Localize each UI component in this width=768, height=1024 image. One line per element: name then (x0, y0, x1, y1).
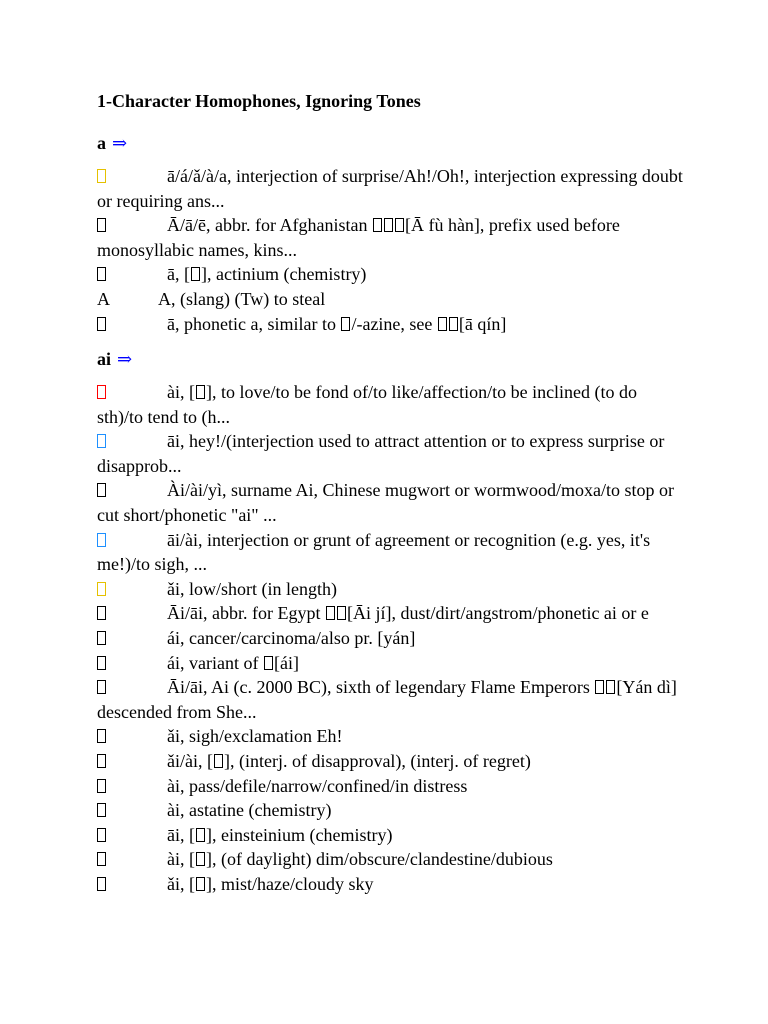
missing-glyph-icon (449, 317, 458, 331)
entry-definition: ài, pass/defile/narrow/confined/in distress (167, 775, 468, 796)
entry-definition: Āi/āi, abbr. for Egypt [Āi jí], dust/dirt/angstrom/phonetic ai or e (167, 603, 649, 624)
missing-glyph-icon (438, 317, 447, 331)
dictionary-entry (97, 577, 687, 602)
right-double-arrow-icon[interactable]: ⇒ (112, 133, 128, 153)
entry-definition: Ài/ài/yì, surname Ai, Chinese mugwort or wormwood/moxa/to stop or cut short/phonetic "ai" ... (97, 480, 674, 525)
dictionary-entry (97, 872, 687, 897)
dictionary-entry (97, 774, 687, 799)
dictionary-entry (97, 380, 687, 429)
missing-glyph-icon (191, 267, 200, 281)
dictionary-entry (97, 262, 687, 287)
missing-glyph-icon (196, 852, 205, 866)
missing-glyph-icon (595, 680, 604, 694)
entry-character-glyph (97, 798, 167, 823)
entry-definition: āi/ài, interjection or grunt of agreement or recognition (e.g. yes, it's me!)/to sigh, ... (97, 529, 651, 575)
missing-glyph-icon (97, 803, 106, 817)
entry-character-glyph (97, 626, 167, 651)
entry-character-glyph (97, 478, 167, 503)
entry-character-glyph (97, 847, 167, 872)
entry-character-glyph (97, 262, 167, 287)
entry-definition: Āi/āi, Ai (c. 2000 BC), sixth of legendary Flame Emperors [Yán dì] descended from She... (97, 677, 677, 722)
section-heading-a (97, 131, 127, 155)
missing-glyph-icon (341, 317, 350, 331)
dictionary-entry (97, 312, 687, 337)
dictionary-entry (97, 429, 687, 478)
entry-character-glyph (97, 429, 167, 454)
missing-glyph-icon (97, 218, 106, 232)
entry-character-glyph (97, 528, 167, 553)
right-double-arrow-icon[interactable]: ⇒ (117, 349, 133, 369)
dictionary-entry (97, 847, 687, 872)
dictionary-entry (97, 213, 687, 262)
dictionary-entry (97, 823, 687, 848)
missing-glyph-icon (97, 483, 106, 497)
entry-definition: ā, phonetic a, similar to /-azine, see [ā qín] (167, 313, 507, 334)
missing-glyph-icon (97, 779, 106, 793)
missing-glyph-icon (97, 317, 106, 331)
dictionary-entry (97, 601, 687, 626)
missing-glyph-icon (606, 680, 615, 694)
dictionary-entry (97, 675, 687, 724)
missing-glyph-icon (196, 828, 205, 842)
missing-glyph-icon (97, 434, 106, 448)
entry-character-glyph (97, 872, 167, 897)
missing-glyph-icon (196, 385, 205, 399)
missing-glyph-icon (337, 606, 346, 620)
entry-character-glyph (97, 577, 167, 602)
missing-glyph-icon (97, 729, 106, 743)
missing-glyph-icon (373, 218, 382, 232)
missing-glyph-icon (97, 582, 106, 596)
dictionary-entry (97, 651, 687, 676)
missing-glyph-icon (97, 656, 106, 670)
missing-glyph-icon (97, 606, 106, 620)
missing-glyph-icon (97, 385, 106, 399)
missing-glyph-icon (97, 631, 106, 645)
dictionary-entry (97, 749, 687, 774)
entry-character-glyph (97, 823, 167, 848)
section-heading-label: ai (97, 349, 112, 369)
missing-glyph-icon (384, 218, 393, 232)
missing-glyph-icon (196, 877, 205, 891)
entry-character-glyph (97, 312, 167, 337)
section-heading-label: a (97, 133, 106, 153)
entry-definition: A, (slang) (Tw) to steal (158, 288, 326, 309)
section-heading-ai (97, 347, 132, 371)
entry-definition: Ā/ā/ē, abbr. for Afghanistan [Ā fù hàn], prefix used before monosyllabic names, kins... (97, 215, 620, 260)
entry-character: A (97, 288, 110, 309)
dictionary-entry (97, 798, 687, 823)
entry-definition: ái, cancer/carcinoma/also pr. [yán] (167, 627, 416, 648)
missing-glyph-icon (264, 656, 273, 670)
missing-glyph-icon (97, 267, 106, 281)
entry-definition: ái, variant of [ái] (167, 652, 299, 673)
entry-definition: ài, [ ], to love/to be fond of/to like/affection/to be inclined (to do sth)/to tend to (h... (97, 382, 638, 427)
missing-glyph-icon (326, 606, 335, 620)
entry-definition: ǎi/ài, [ ], (interj. of disapproval), (interj. of regret) (167, 750, 531, 771)
entry-character-glyph (97, 651, 167, 676)
dictionary-entry (97, 287, 687, 312)
dictionary-entry (97, 164, 687, 213)
dictionary-entry (97, 528, 687, 577)
dictionary-entry (97, 724, 687, 749)
missing-glyph-icon (97, 877, 106, 891)
entry-character-glyph (97, 601, 167, 626)
missing-glyph-icon (97, 533, 106, 547)
entry-character-glyph (97, 749, 167, 774)
dictionary-entry (97, 478, 687, 527)
entry-definition: āi, hey!/(interjection used to attract attention or to express surprise or disapprob... (97, 431, 665, 476)
entry-definition: ǎi, [ ], mist/haze/cloudy sky (167, 873, 374, 894)
document-title: 1-Character Homophones, Ignoring Tones (97, 91, 421, 111)
missing-glyph-icon (214, 754, 223, 768)
missing-glyph-icon (97, 169, 106, 183)
entry-character-glyph (97, 213, 167, 238)
entry-character-glyph (97, 774, 167, 799)
entry-character-glyph (97, 724, 167, 749)
entry-list-ai (97, 380, 687, 896)
entry-character-glyph (97, 675, 167, 700)
entry-definition: āi, [ ], einsteinium (chemistry) (167, 824, 393, 845)
dictionary-entry (97, 626, 687, 651)
entry-definition: ā/á/ǎ/à/a, interjection of surprise/Ah!/Oh!, interjection expressing doubt or requiring ans... (97, 166, 683, 211)
entry-list-a (97, 164, 687, 336)
entry-definition: ài, astatine (chemistry) (167, 800, 332, 821)
missing-glyph-icon (395, 218, 404, 232)
missing-glyph-icon (97, 828, 106, 842)
entry-definition: ǎi, sigh/exclamation Eh! (167, 726, 343, 747)
missing-glyph-icon (97, 754, 106, 768)
missing-glyph-icon (97, 680, 106, 694)
missing-glyph-icon (97, 852, 106, 866)
entry-character-glyph (97, 380, 167, 405)
entry-definition: ā, [ ], actinium (chemistry) (167, 264, 367, 285)
entry-definition: ài, [ ], (of daylight) dim/obscure/clandestine/dubious (167, 849, 553, 870)
entry-character-glyph (97, 164, 167, 189)
entry-definition: ǎi, low/short (in length) (167, 578, 337, 599)
